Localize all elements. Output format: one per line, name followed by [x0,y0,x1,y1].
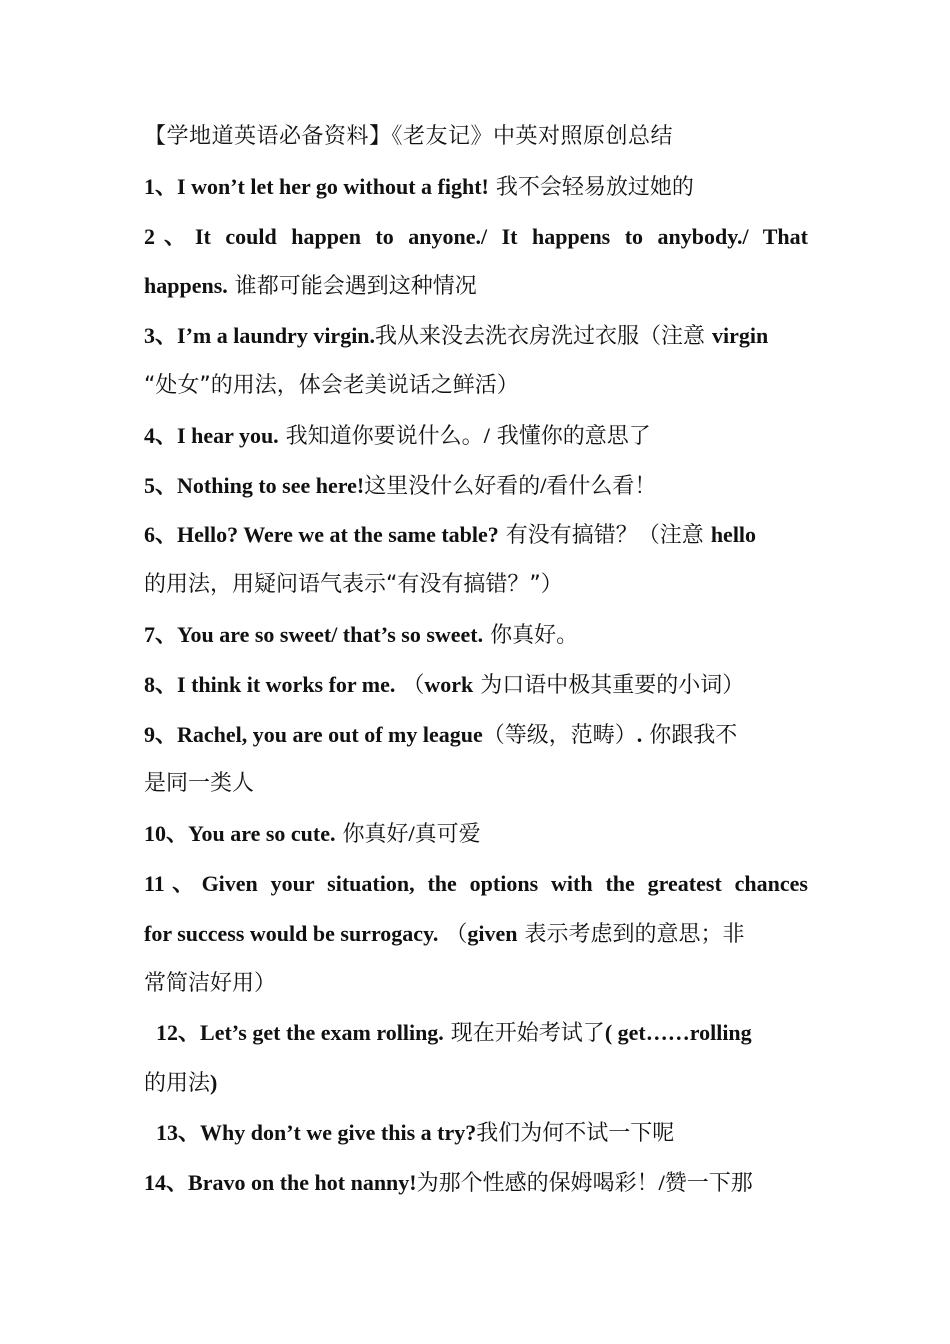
document-title: 【学地道英语必备资料】《老友记》中英对照原创总结 [144,124,674,149]
item-number: 8、 [144,671,178,697]
list-item [144,809,808,859]
item-separator: / [540,472,547,498]
item-chinese: 我懂你的意思了 [489,423,651,449]
item-number: 2、 [144,223,195,249]
list-item-continuation: “处女”的用法，体会老美说话之鲜活） [144,372,519,398]
item-number: 11、 [144,870,202,896]
item-english: for success would be surrogacy. [144,920,439,946]
item-chinese: 我们为何不试一下呢 [476,1120,675,1146]
item-english: Given your situation, the options with the greatest chances [201,870,808,896]
item-chinese: 我从来没去洗衣房洗过衣服（注意 [375,324,713,350]
list-item-continuation [144,909,808,959]
item-english: I hear you. [177,422,279,448]
item-number: 10、 [144,821,189,847]
list-item-continuation [144,261,808,311]
item-number: 4、 [144,422,178,448]
item-chinese: 赞一下那 [664,1170,753,1196]
item-chinese: （ [395,672,425,698]
item-chinese: （ [438,921,468,947]
item-chinese: 为那个性感的保姆喝彩！ [416,1170,659,1196]
item-chinese: （等级，范畴） [482,722,637,748]
item-english: It could happen to anyone./ It happens to anybody./ That [195,223,808,249]
item-english: I’m a laundry virgin. [177,323,376,349]
document-page [144,112,808,1208]
item-number: 12、 [156,1020,201,1046]
item-chinese: 你跟我不 [642,722,738,748]
list-item [144,710,808,760]
item-separator: / [658,1169,665,1195]
item-english: Nothing to see here! [177,472,365,498]
item-chinese: 为口语中极其重要的小词） [473,672,745,698]
item-number: 9、 [144,721,178,747]
item-english: You are so sweet/ that’s so sweet. [177,621,484,647]
item-chinese: 我知道你要说什么。 [278,423,484,449]
item-english-term: ( get……rolling [604,1020,752,1046]
item-english: happens. [144,273,228,299]
item-chinese: 我不会轻易放过她的 [488,174,694,200]
item-number: 7、 [144,621,178,647]
item-english-term: given [467,920,518,946]
list-item [144,212,808,262]
list-item [144,660,808,710]
item-english: Bravo on the hot nanny! [188,1169,417,1195]
list-item [144,1108,808,1158]
item-number: 6、 [144,522,178,548]
item-chinese: 你真好。 [483,622,579,648]
item-english-term: ) [210,1070,218,1096]
list-item [144,859,808,909]
item-english: Why don’t we give this a try? [200,1119,477,1145]
item-english-term: virgin [712,323,769,349]
item-number: 14、 [144,1169,189,1195]
list-item-continuation: 的用法，用疑问语气表示“有没有搞错？”） [144,572,563,598]
item-number: 5、 [144,472,178,498]
item-english: I think it works for me. [177,671,396,697]
item-english: Let’s get the exam rolling. [200,1020,444,1046]
item-chinese: 你真好 [335,822,409,848]
list-item-continuation [144,1058,808,1108]
item-english: You are so cute. [188,821,336,847]
item-english-term: hello [710,522,757,548]
list-item [144,411,808,461]
item-chinese: 这里没什么好看的 [364,473,541,499]
list-item [144,610,808,660]
item-chinese: 谁都可能会遇到这种情况 [227,274,477,300]
item-english: Hello? Were we at the same table? [177,522,499,548]
item-chinese: 有没有搞错？（注意 [498,523,711,549]
item-chinese: 的用法 [144,1071,211,1097]
item-chinese: 看什么看！ [546,473,657,499]
item-chinese: 真可爱 [414,822,481,848]
list-item [144,1158,808,1208]
item-english: I won’t let her go without a fight! [177,173,489,199]
list-item [144,311,808,361]
item-chinese: 表示考虑到的意思；非 [517,921,745,947]
item-english: Rachel, you are out of my league [177,721,483,747]
list-item-continuation: 是同一类人 [144,771,255,797]
list-item [144,1008,808,1058]
item-separator: . [636,721,643,747]
item-english-term: work [424,671,474,697]
item-number: 3、 [144,323,178,349]
list-item [144,510,808,560]
item-number: 1、 [144,173,178,199]
item-separator: / [483,422,490,448]
item-number: 13、 [156,1119,201,1145]
list-item-continuation: 常简洁好用） [144,970,277,996]
item-separator: / [408,821,415,847]
list-item [144,162,808,212]
item-chinese: 现在开始考试了 [443,1021,605,1047]
list-item [144,461,808,511]
